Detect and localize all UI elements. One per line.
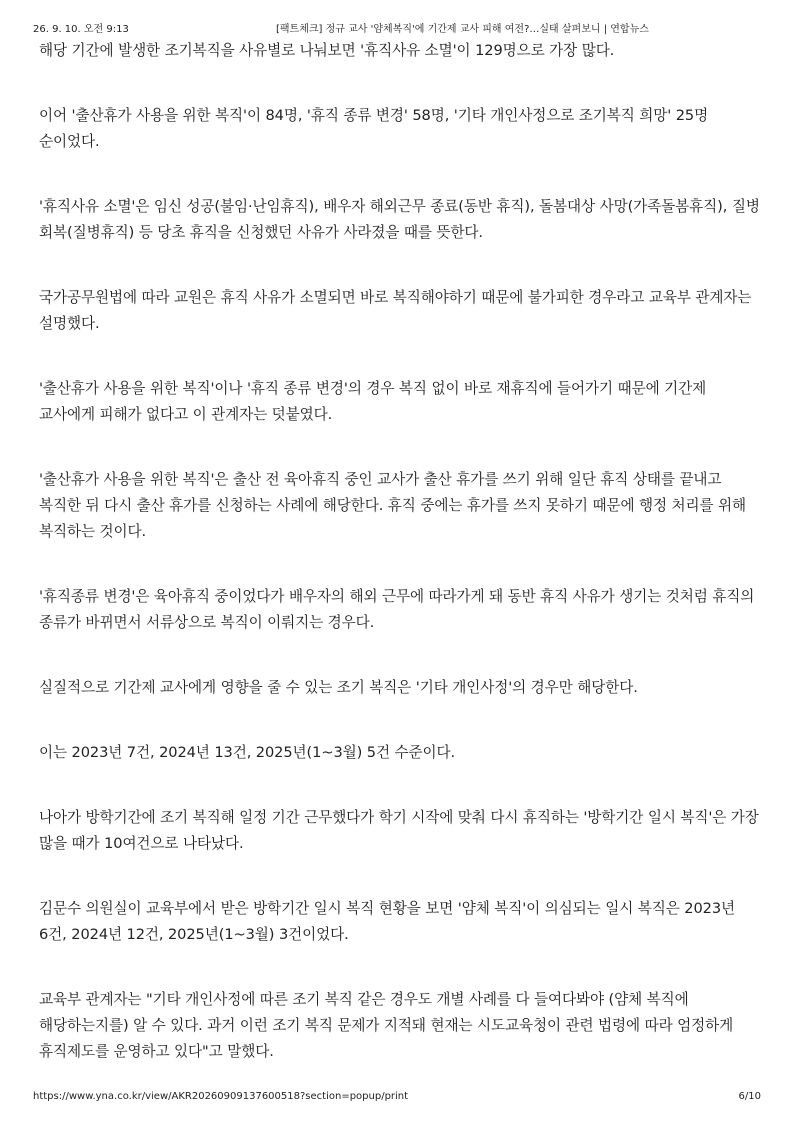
page-url: https://www.yna.co.kr/view/AKR20260909137600518?section=popup/print xyxy=(33,1091,409,1102)
article-paragraph: '출산휴가 사용을 위한 복직'이나 '휴직 종류 변경'의 경우 복직 없이 바로 재휴직에 들어가기 때문에 기간제 교사에게 피해가 없다고 이 관계자는 덧붙였다. xyxy=(39,380,707,423)
article-paragraph: '출산휴가 사용을 위한 복직'은 출산 전 육아휴직 중인 교사가 출산 휴가를 쓰기 위해 일단 휴직 상태를 끝내고 복직한 뒤 다시 출산 휴가를 신청하는 사례에 해당한다. 휴직 중에는 휴가를 쓰지 못하기 때문에 행정 처리를 위해 복직하는 것이다. xyxy=(39,471,747,540)
article-paragraph: 김문수 의원실이 교육부에서 받은 방학기간 일시 복직 현황을 보면 '얌체 복직'이 의심되는 일시 복직은 2023년 6건, 2024년 12건, 2025년(1~3월) 3건이었다. xyxy=(39,900,736,943)
article-paragraph: '휴직사유 소멸'은 임신 성공(불임·난임휴직), 배우자 해외근무 종료(동반 휴직), 돌봄대상 사망(가족돌봄휴직), 질병 회복(질병휴직) 등 당초 휴직을 신청했던 사유가 사라졌을 때를 뜻한다. xyxy=(39,198,760,241)
article-paragraph: '휴직종류 변경'은 육아휴직 중이었다가 배우자의 해외 근무에 따라가게 돼 동반 휴직 사유가 생기는 것처럼 휴직의 종류가 바뀌면서 서류상으로 복직이 이뤄지는 경우다. xyxy=(39,588,755,631)
article-paragraph: 해당 기간에 발생한 조기복직을 사유별로 나눠보면 '휴직사유 소멸'이 129명으로 가장 많다. xyxy=(39,42,615,59)
article-paragraph: 이는 2023년 7건, 2024년 13건, 2025년(1~3월) 5건 수준이다. xyxy=(39,744,456,761)
article-paragraph: 나아가 방학기간에 조기 복직해 일정 기간 근무했다가 학기 시작에 맞춰 다시 휴직하는 '방학기간 일시 복직'은 가장 많을 때가 10여건으로 나타났다. xyxy=(39,809,759,852)
article-paragraph: 국가공무원법에 따라 교원은 휴직 사유가 소멸되면 바로 복직해야하기 때문에 불가피한 경우라고 교육부 관계자는 설명했다. xyxy=(39,289,752,332)
article-paragraph: 교육부 관계자는 "기타 개인사정에 따른 조기 복직 같은 경우도 개별 사례를 다 들여다봐야 (얌체 복직에 해당하는지를) 알 수 있다. 과거 이런 조기 복직 문제가 지적돼 현재는 시도교육청이 관련 법령에 따라 엄정하게 휴직제도를 운영하고 있다"고 말했다. xyxy=(39,991,734,1060)
page-title: [팩트체크] 정규 교사 '얌체복직'에 기간제 교사 피해 여전?…실태 살펴보니 | 연합뉴스 xyxy=(276,24,649,35)
print-date: 26. 9. 10. 오전 9:13 xyxy=(33,24,129,35)
article-paragraph: 실질적으로 기간제 교사에게 영향을 줄 수 있는 조기 복직은 '기타 개인사정'의 경우만 해당한다. xyxy=(39,679,638,696)
article-paragraph: 이어 '출산휴가 사용을 위한 복직'이 84명, '휴직 종류 변경' 58명, '기타 개인사정으로 조기복직 희망' 25명 순이었다. xyxy=(39,107,709,150)
article-body xyxy=(39,38,761,1104)
page-number: 6/10 xyxy=(738,1091,761,1102)
